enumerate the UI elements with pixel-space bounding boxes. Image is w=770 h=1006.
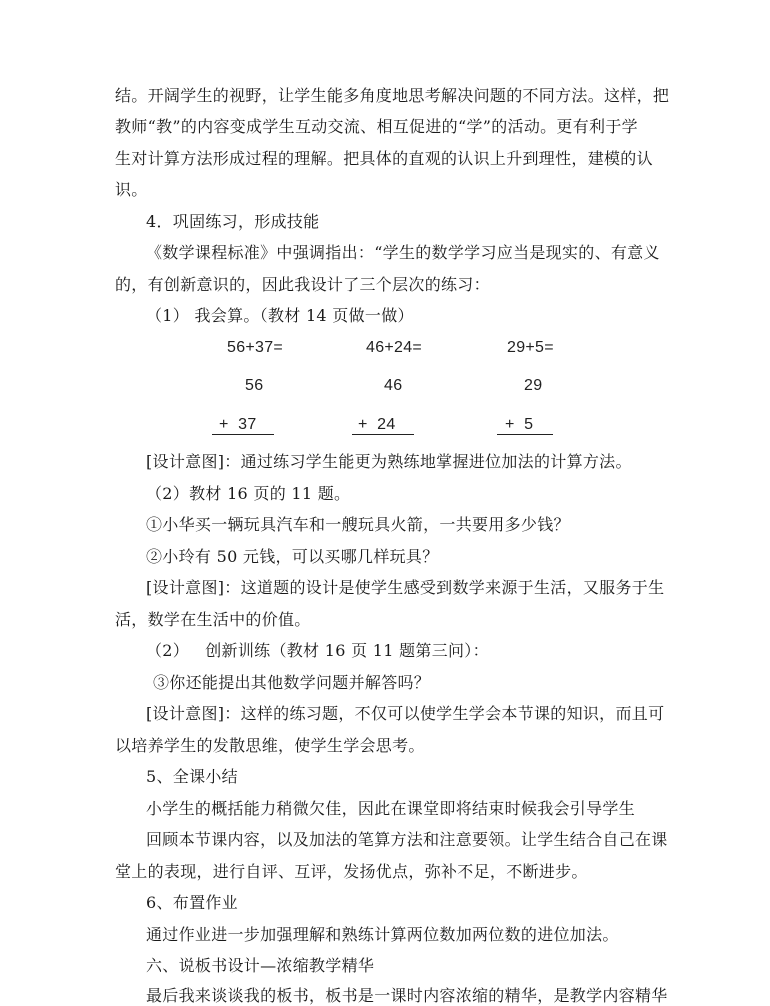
- equation-2: 46+24=: [366, 339, 423, 356]
- question-line: ③你还能提出其他数学问题并解答吗？: [153, 673, 431, 692]
- design-intent: [设计意图]：这样的练习题，不仅可以使学生学会本节课的知识，而且可: [146, 704, 665, 723]
- sum-line-1: [212, 434, 274, 435]
- equation-1: 56+37=: [227, 339, 284, 356]
- section-heading: 4．巩固练习，形成技能: [146, 212, 320, 231]
- section-heading: 六、说板书设计—浓缩教学精华: [146, 956, 375, 975]
- section-heading: 5、全课小结: [146, 767, 238, 786]
- paragraph-line: 识。: [115, 180, 148, 199]
- paragraph-line: 结。开阔学生的视野，让学生能多角度地思考解决问题的不同方法。这样，把: [115, 86, 670, 105]
- vertical-top-3: 29: [524, 377, 543, 394]
- paragraph-line: 活，数学在生活中的价值。: [115, 610, 311, 629]
- exercise-heading: （1） 我会算。（教材 14 页做一做）: [146, 306, 414, 325]
- equation-3: 29+5=: [507, 339, 554, 356]
- paragraph-line: 最后我来谈谈我的板书，板书是一课时内容浓缩的精华，是教学内容精华: [146, 986, 668, 1005]
- vertical-bottom-2: + 24: [358, 416, 396, 433]
- paragraph-line: 教师“教”的内容变成学生互动交流、相互促进的“学”的活动。更有利于学: [115, 117, 638, 136]
- exercise-heading: （2） 创新训练（教材 16 页 11 题第三问）：: [146, 641, 489, 660]
- paragraph-line: 生对计算方法形成过程的理解。把具体的直观的认识上升到理性，建模的认: [115, 149, 653, 168]
- paragraph-line: 的，有创新意识的，因此我设计了三个层次的练习：: [115, 275, 490, 294]
- design-intent: [设计意图]：通过练习学生能更为熟练地掌握进位加法的计算方法。: [146, 452, 632, 471]
- paragraph-line: 堂上的表现，进行自评、互评，发扬优点，弥补不足，不断进步。: [115, 862, 588, 881]
- paragraph-line: 通过作业进一步加强理解和熟练计算两位数加两位数的进位加法。: [146, 925, 619, 944]
- exercise-heading: （2）教材 16 页的 11 题。: [146, 484, 351, 503]
- vertical-top-2: 46: [384, 377, 403, 394]
- section-heading: 6、布置作业: [146, 893, 238, 912]
- paragraph-line: 回顾本节课内容，以及加法的笔算方法和注意要领。让学生结合自己在课: [146, 830, 668, 849]
- question-line: ②小玲有 50 元钱，可以买哪几样玩具？: [146, 547, 439, 566]
- vertical-bottom-3: + 5: [505, 416, 534, 433]
- question-line: ①小华买一辆玩具汽车和一艘玩具火箭，一共要用多少钱？: [146, 515, 570, 534]
- sum-line-2: [352, 434, 414, 435]
- paragraph-line: 《数学课程标准》中强调指出：“学生的数学学习应当是现实的、有意义: [146, 243, 660, 262]
- paragraph-line: 小学生的概括能力稍微欠佳，因此在课堂即将结束时候我会引导学生: [146, 799, 636, 818]
- vertical-top-1: 56: [245, 377, 264, 394]
- vertical-bottom-1: + 37: [219, 416, 257, 433]
- sum-line-3: [497, 434, 553, 435]
- design-intent: [设计意图]：这道题的设计是使学生感受到数学来源于生活，又服务于生: [146, 578, 665, 597]
- paragraph-line: 以培养学生的发散思维，使学生学会思考。: [115, 736, 425, 755]
